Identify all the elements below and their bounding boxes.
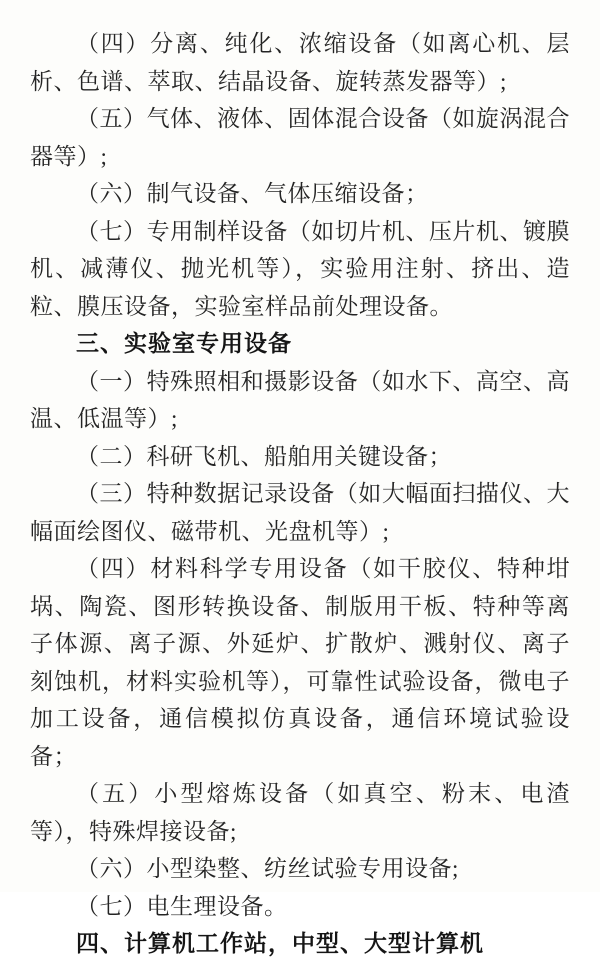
section3-item-1: （一）特殊照相和摄影设备（如水下、高空、高温、低温等）; <box>30 368 570 431</box>
section3-item-4: （四）材料科学专用设备（如干胶仪、特种坩埚、陶瓷、图形转换设备、制版用干板、特种等离子体源、离子源、外延炉、扩散炉、溅射仪、离子刻蚀机，材料实验机等），可靠性试验设备，微电子加工设备，通信模拟仿真设备，通信环境试验设备； <box>30 556 570 769</box>
section2-item-7: （七）专用制样设备（如切片机、压片机、镀膜机、减薄仪、抛光机等），实验用注射、挤出、造粒、膜压设备，实验室样品前处理设备。 <box>30 218 570 319</box>
section2-item-6: （六）制气设备、气体压缩设备； <box>76 181 429 206</box>
section3-heading: 三、实验室专用设备 <box>76 330 292 356</box>
section3-item-7: （七）电生理设备。 <box>76 893 288 919</box>
section3-item-3: （三）特种数据记录设备（如大幅面扫描仪、大幅面绘图仪、磁带机、光盘机等）; <box>30 481 570 544</box>
section3-item-2: （二）科研飞机、船舶用关键设备； <box>76 443 452 469</box>
section3-item-6: （六）小型染整、纺丝试验专用设备; <box>76 856 459 881</box>
section4-heading: 四、计算机工作站，中型、大型计算机 <box>76 930 484 956</box>
section2-item-4: （四）分离、纯化、浓缩设备（如离心机、层析、色谱、萃取、结晶设备、旋转蒸发器等）; <box>30 31 570 94</box>
section3-item-5: （五）小型熔炼设备（如真空、粉末、电渣等），特殊焊接设备; <box>30 781 570 844</box>
section2-item-5: （五）气体、液体、固体混合设备（如旋涡混合器等）; <box>30 106 570 169</box>
